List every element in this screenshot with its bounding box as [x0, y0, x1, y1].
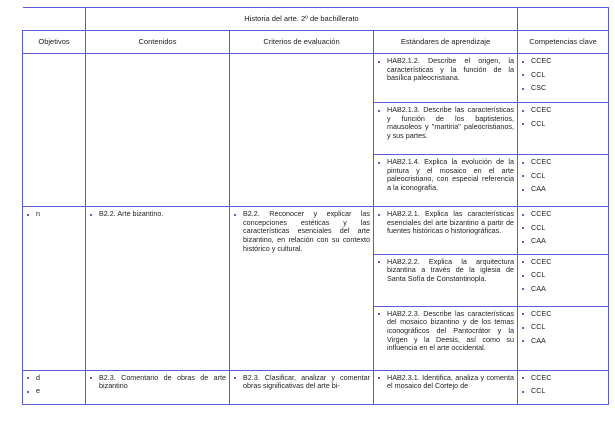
competencia-item: CCEC [521, 57, 605, 71]
competencia-item: CCEC [521, 106, 605, 120]
competencia-item: CCL [521, 120, 605, 134]
curriculum-table [22, 7, 609, 405]
header-row [23, 31, 609, 54]
competencia-item: CCL [521, 71, 605, 85]
competencias-cell [518, 254, 609, 306]
competencia-item: CCEC [521, 210, 605, 224]
table-row [23, 54, 609, 103]
header-competencias: Competencias clave [518, 31, 609, 54]
header-contenidos: Contenidos [86, 31, 230, 54]
header-estandares: Estándares de aprendizaje [374, 31, 518, 54]
competencia-item: CCL [521, 172, 605, 186]
competencias-cell [518, 207, 609, 255]
criterio-item: B2.2. Reconocer y explicar las concepciones estéticas y las características esenciales del arte bizantino, en relación con su contexto histórico y cultural. [233, 210, 370, 254]
table-row [23, 370, 609, 404]
estandar-item: HAB2.1.3. Describe las características y función de los baptisterios, mausoleos y "martiria" paleocristianos, y sus partes. [377, 106, 514, 141]
table-row [23, 207, 609, 255]
estandar-cell [374, 155, 518, 207]
competencia-item: CCL [521, 323, 605, 337]
contenidos-cell [86, 207, 230, 371]
objetivos-cell [23, 54, 86, 207]
competencias-cell [518, 306, 609, 370]
competencias-cell [518, 54, 609, 103]
criterios-cell [230, 207, 374, 371]
criterios-cell [230, 370, 374, 404]
objetivos-cell [23, 370, 86, 404]
title-blank-cell [23, 8, 86, 31]
contenido-item: B2.3. Comentario de obras de arte bizantino [89, 374, 226, 391]
estandar-item: HAB2.3.1. Identifica, analiza y comenta el mosaico del Cortejo de [377, 374, 514, 391]
contenidos-cell [86, 54, 230, 207]
competencia-item: CAA [521, 185, 605, 199]
competencias-cell [518, 103, 609, 155]
estandar-cell [374, 254, 518, 306]
header-objetivos: Objetivos [23, 31, 86, 54]
objetivo-item: n [26, 210, 82, 224]
competencia-item: CAA [521, 285, 605, 299]
estandar-cell [374, 54, 518, 103]
title-right-cell [518, 8, 609, 31]
objetivo-item: d [26, 374, 82, 388]
competencia-item: CAA [521, 237, 605, 251]
estandar-item: HAB2.2.3. Describe las características del mosaico bizantino y de los temas iconográficos del Pantocrátor y la Virgen y la Deesis, así como su influencia en el arte occidental. [377, 310, 514, 354]
criterio-item: B2.3. Clasificar, analizar y comentar obras significativas del arte bi- [233, 374, 370, 391]
competencia-item: CCEC [521, 258, 605, 272]
objetivo-item: e [26, 387, 82, 401]
estandar-item: HAB2.1.4. Explica la evolución de la pintura y el mosaico en el arte paleocristiano, con especial referencia a la iconografía. [377, 158, 514, 193]
competencia-item: CCL [521, 271, 605, 285]
competencia-item: CSC [521, 84, 605, 98]
title-row [23, 8, 609, 31]
estandar-cell [374, 207, 518, 255]
header-criterios: Criterios de evaluación [230, 31, 374, 54]
competencias-cell [518, 155, 609, 207]
objetivos-cell [23, 207, 86, 371]
estandar-item: HAB2.1.2. Describe el origen, la características y la función de la basílica paleocristiana. [377, 57, 514, 83]
competencia-item: CCEC [521, 374, 605, 388]
estandar-item: HAB2.2.2. Explica la arquitectura bizantina a través de la iglesia de Santa Sofía de Constantinopla. [377, 258, 514, 284]
criterios-cell [230, 54, 374, 207]
competencia-item: CCL [521, 224, 605, 238]
competencias-cell [518, 370, 609, 404]
estandar-cell [374, 370, 518, 404]
contenido-item: B2.2. Arte bizantino. [89, 210, 226, 219]
competencia-item: CCL [521, 387, 605, 401]
estandar-item: HAB2.2.1. Explica las características esenciales del arte bizantino a partir de fuentes históricas o historiográficas. [377, 210, 514, 236]
table-title: Historia del arte. 2º de bachillerato [86, 8, 518, 31]
estandar-cell [374, 103, 518, 155]
contenidos-cell [86, 370, 230, 404]
competencia-item: CCEC [521, 310, 605, 324]
estandar-cell [374, 306, 518, 370]
competencia-item: CAA [521, 337, 605, 351]
competencia-item: CCEC [521, 158, 605, 172]
